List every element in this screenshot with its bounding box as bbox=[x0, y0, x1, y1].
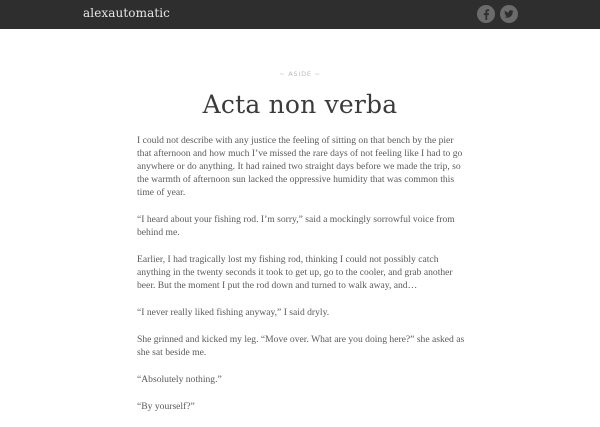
post-paragraph: I could not describe with any justice the feeling of sitting on that bench by the pier that afternoon and how much I’ve missed the rare days of not feeling like I had to go anywhere or do anything. It had rained two straight days before we made the trip, so the warmth of afternoon sun lacked the oppressive humidity that was common this time of year. bbox=[137, 135, 463, 198]
facebook-icon[interactable] bbox=[477, 5, 495, 23]
post-paragraph: “Absolutely nothing.” bbox=[137, 374, 222, 385]
category-suffix: ~ bbox=[311, 70, 321, 78]
post-title: Acta non verba bbox=[202, 90, 398, 119]
post-content bbox=[137, 134, 469, 427]
post-paragraph: “I never really liked fishing anyway,” I said dryly. bbox=[137, 307, 330, 318]
post-paragraph: She grinned and kicked my leg. “Move over. What are you doing here?” she asked as she sat beside me. bbox=[137, 334, 465, 358]
post-category bbox=[0, 70, 600, 78]
twitter-icon[interactable] bbox=[500, 5, 518, 23]
category-prefix: ~ bbox=[279, 70, 289, 78]
post-paragraph: “I heard about your fishing rod. I’m sorry,” said a mockingly sorrowful voice from behind me. bbox=[137, 214, 455, 238]
site-title-link[interactable]: alexautomatic bbox=[83, 6, 171, 20]
category-link[interactable]: ASIDE bbox=[288, 70, 312, 78]
post-paragraph: “By yourself?” bbox=[137, 401, 195, 412]
post-paragraph: Earlier, I had tragically lost my fishing rod, thinking I could not possibly catch anything in the twenty seconds it took to get up, go to the cooler, and grab another beer. But the moment I put the rod down and turned to walk away, and… bbox=[137, 254, 453, 291]
top-bar bbox=[0, 0, 600, 29]
